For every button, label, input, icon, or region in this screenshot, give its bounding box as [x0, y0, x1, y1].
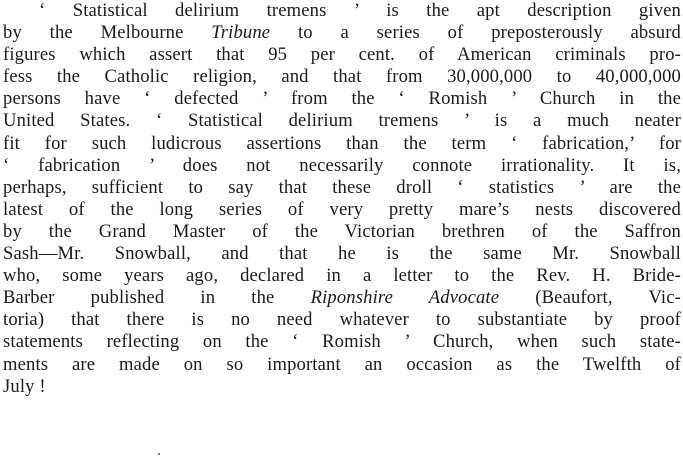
text-line — [3, 133, 681, 155]
text-line — [3, 243, 681, 265]
text-run: who, some years ago, declared in a letter to the Rev. H. Bride- — [3, 265, 681, 287]
text-line — [3, 110, 681, 132]
text-line — [3, 0, 681, 22]
text-run: latest of the long series of very pretty mare’s nests discovered — [3, 198, 681, 220]
text-run: statements reflecting on the ‘ Romish ’ Church, when such state- — [3, 331, 681, 353]
text-run: by the Grand Master of the Victorian brethren of the Saffron — [3, 220, 681, 242]
text-run: ments are made on so important an occasion as the Twelfth of — [3, 353, 681, 375]
article-paragraph — [3, 0, 681, 398]
text-line — [3, 66, 681, 88]
text-run: by the Melbourne — [3, 22, 212, 44]
text-run: ‘ Statistical delirium tremens ’ is the apt description given — [39, 0, 681, 21]
text-line — [3, 88, 681, 110]
text-run: figures which assert that 95 per cent. of American criminals pro- — [3, 44, 681, 66]
newspaper-title: Tribune — [211, 22, 271, 44]
scan-speck — [158, 453, 160, 455]
text-run: July ! — [3, 375, 46, 397]
newspaper-title: Riponshire Advocate — [310, 287, 500, 309]
text-line — [3, 354, 681, 376]
text-line — [3, 287, 681, 309]
text-line — [3, 22, 681, 44]
text-line — [3, 309, 681, 331]
text-run: to a series of preposterously absurd — [270, 22, 681, 44]
text-run: ‘ fabrication ’ does not necessarily connote irrationality. It is, — [3, 154, 681, 176]
text-run: toria) that there is no need whatever to substantiate by proof — [3, 309, 681, 331]
text-line — [3, 44, 681, 66]
text-run: fess the Catholic religion, and that from 30,000,000 to 40,000,000 — [3, 66, 681, 88]
text-line — [3, 265, 681, 287]
text-run: persons have ‘ defected ’ from the ‘ Romish ’ Church in the — [3, 88, 681, 110]
text-line — [3, 376, 681, 398]
text-line — [3, 221, 681, 243]
text-line — [3, 155, 681, 177]
text-run: fit for such ludicrous assertions than the term ‘ fabrication,’ for — [3, 132, 681, 154]
text-line — [3, 177, 681, 199]
text-line — [3, 199, 681, 221]
text-run: perhaps, sufficient to say that these droll ‘ statistics ’ are the — [3, 176, 681, 198]
text-run: (Beaufort, Vic- — [499, 287, 681, 309]
text-run: United States. ‘ Statistical delirium tremens ’ is a much neater — [3, 110, 681, 132]
text-run: Sash—Mr. Snowball, and that he is the same Mr. Snowball — [3, 243, 681, 265]
text-run: Barber published in the — [3, 287, 311, 309]
text-line — [3, 331, 681, 353]
